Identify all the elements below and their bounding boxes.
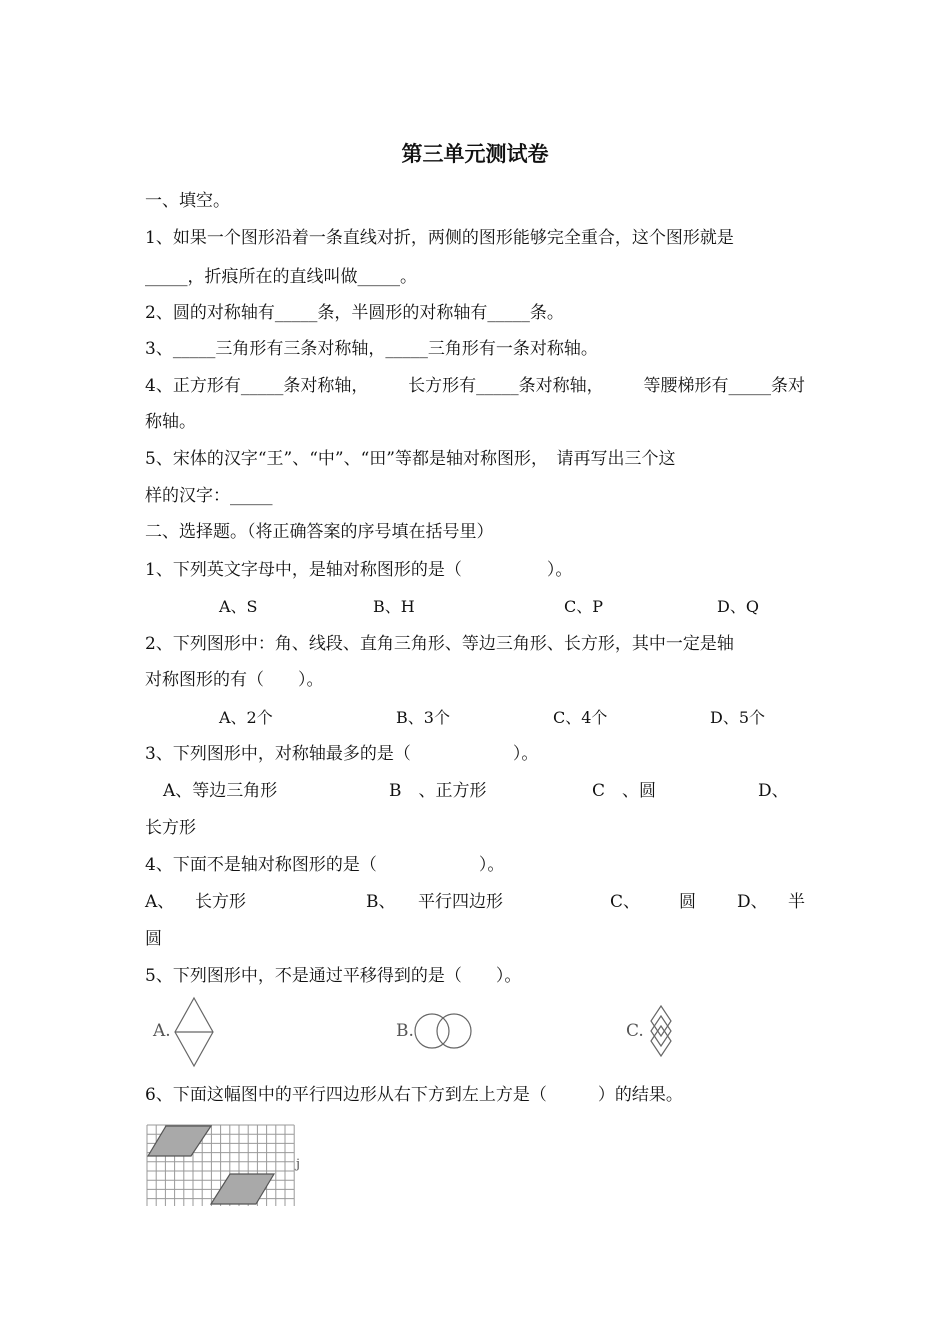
choice-q4-option-b-text: 平行四边形 (418, 892, 503, 912)
choice-q1: 1、下列英文字母中，是轴对称图形的是（ ）。 (145, 560, 573, 580)
choice-q1-option-c: C、P (564, 597, 604, 616)
choice-q1-option-b: B、H (373, 597, 415, 616)
fill-q4-part2: 长方形有_____条对称轴， (408, 376, 604, 396)
choice-q4-option-a-text: 长方形 (195, 892, 246, 912)
choice-q4-option-c-text: 圆 (679, 892, 696, 912)
choice-q3-option-c: C 、圆 (592, 781, 657, 801)
q6-parallelogram-top-left (148, 1126, 211, 1156)
q5-figure-b-label: B. (396, 1021, 414, 1041)
fill-q3: 3、_____三角形有三条对称轴，_____三角形有一条对称轴。 (145, 339, 598, 359)
fill-q5-line2: 样的汉字：_____ (145, 486, 273, 506)
choice-q1-option-d: D、Q (717, 597, 759, 616)
choice-q5: 5、下列图形中，不是通过平移得到的是（ ）。 (145, 966, 522, 986)
section1-heading: 一、填空。 (145, 191, 230, 211)
choice-q2-option-b: B、3个 (396, 708, 450, 727)
fill-q4-part3: 等腰梯形有_____条对 (643, 376, 805, 396)
choice-q2-option-d: D、5个 (710, 708, 766, 727)
choice-q4-option-d-text: 半 (788, 892, 805, 912)
choice-q1-option-a: A、S (219, 597, 258, 616)
fill-q4-line1 (145, 374, 805, 398)
choice-q4-option-a-label: A、 (145, 892, 175, 912)
choice-q4: 4、下面不是轴对称图形的是（ ）。 (145, 855, 505, 875)
q5-figure-c-label: C. (626, 1021, 644, 1041)
choice-q3-option-a: A、等边三角形 (163, 781, 278, 801)
fill-q5-line1: 5、宋体的汉字“王”、“中”、“田”等都是轴对称图形， 请再写出三个这 (145, 449, 676, 469)
choice-q6: 6、下面这幅图中的平行四边形从右下方到左上方是（ ）的结果。 (145, 1085, 683, 1105)
fill-q4-line2: 称轴。 (145, 412, 196, 432)
choice-q2-line2: 对称图形的有（ ）。 (145, 670, 324, 690)
choice-q4-option-b-label: B、 (366, 892, 396, 912)
q5-figure-a-label: A. (153, 1021, 171, 1041)
q5-figure-c (648, 1004, 674, 1060)
fill-q2: 2、圆的对称轴有_____条，半圆形的对称轴有_____条。 (145, 303, 564, 323)
page-title: 第三单元测试卷 (401, 142, 549, 166)
choice-q3: 3、下列图形中，对称轴最多的是（ ）。 (145, 744, 539, 764)
q5-figure-a (172, 996, 216, 1068)
fill-q1-line2: _____，折痕所在的直线叫做_____。 (145, 267, 417, 287)
choice-q2-option-a: A、2个 (219, 708, 273, 727)
choice-q2-line1: 2、下列图形中：角、线段、直角三角形、等边三角形、长方形，其中一定是轴 (145, 634, 734, 654)
fill-q4-part1: 4、正方形有_____条对称轴， (145, 376, 369, 396)
choice-q3-wrap: 长方形 (145, 818, 196, 838)
section2-heading: 二、选择题。（将正确答案的序号填在括号里） (145, 522, 494, 542)
choice-q2-option-c: C、4个 (553, 708, 608, 727)
fill-q1-line1: 1、如果一个图形沿着一条直线对折，两侧的图形能够完全重合，这个图形就是 (145, 228, 734, 248)
q5-figure-b (413, 1012, 473, 1050)
choice-q3-option-d: D、 (758, 781, 789, 801)
choice-q4-option-c-label: C、 (610, 892, 641, 912)
q6-grid-figure (146, 1124, 296, 1206)
choice-q4-wrap: 圆 (145, 929, 162, 949)
q6-mark: j (296, 1157, 301, 1172)
choice-q3-option-b: B 、正方形 (389, 781, 487, 801)
choice-q4-option-d-label: D、 (737, 892, 768, 912)
